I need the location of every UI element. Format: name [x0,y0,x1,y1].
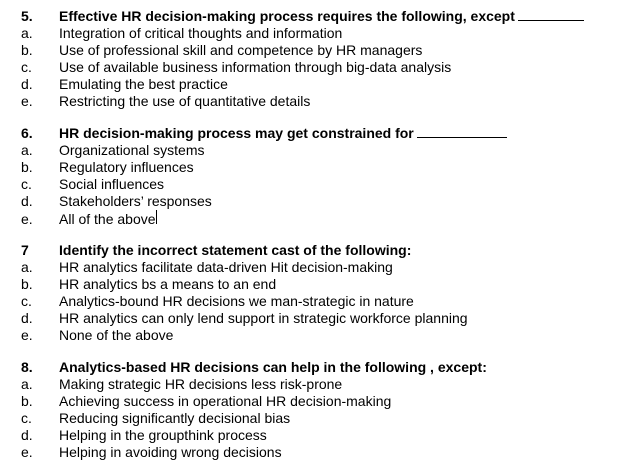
option-letter: e. [21,444,33,460]
option-e [0,327,643,344]
option-text: Helping in the groupthink process [59,427,267,443]
option-letter: a. [21,25,33,41]
option-b [0,42,643,59]
option-b [0,393,643,410]
option-e [0,444,643,461]
question-text: Effective HR decision-making process requires the following, except [59,8,515,24]
question-7 [0,242,643,344]
option-letter: b. [21,276,33,292]
option-letter: b. [21,159,33,175]
option-a [0,142,643,159]
option-letter: b. [21,42,33,58]
option-letter: a. [21,142,33,158]
option-letter: a. [21,376,33,392]
question-number: 8. [21,359,33,375]
question-text: Analytics-based HR decisions can help in the following , except: [59,359,487,375]
question-header [0,8,643,25]
option-text: HR analytics facilitate data-driven Hit decision-making [59,259,393,275]
option-text: All of the above [59,211,156,227]
option-letter: a. [21,259,33,275]
question-number: 7 [21,242,29,258]
option-letter: c. [21,176,32,192]
question-number: 5. [21,8,33,24]
option-letter: d. [21,427,33,443]
option-text: HR analytics bs a means to an end [59,276,277,292]
option-c [0,176,643,193]
option-c [0,293,643,310]
question-number: 6. [21,125,33,141]
option-letter: c. [21,59,32,75]
text-cursor [156,210,157,224]
option-letter: b. [21,393,33,409]
option-text: Making strategic HR decisions less risk-prone [59,376,343,392]
option-text: Use of professional skill and competence by HR managers [59,42,423,58]
option-text: Achieving success in operational HR decision-making [59,393,392,409]
option-text: Social influences [59,176,165,192]
answer-blank [518,8,584,21]
option-text: Stakeholders’ responses [59,193,212,209]
option-text: None of the above [59,327,174,343]
option-text: HR analytics can only lend support in strategic workforce planning [59,310,468,326]
option-letter: d. [21,310,33,326]
question-header [0,125,643,142]
question-6 [0,125,643,227]
option-c [0,410,643,427]
answer-blank [417,125,507,138]
option-d [0,310,643,327]
option-text: Organizational systems [59,142,205,158]
option-b [0,159,643,176]
option-letter: d. [21,76,33,92]
option-text: Use of available business information through big-data analysis [59,59,452,75]
option-text: Emulating the best practice [59,76,228,92]
option-letter: e. [21,93,33,109]
option-letter: c. [21,410,32,426]
option-letter: d. [21,193,33,209]
option-text: Analytics-bound HR decisions we man-strategic in nature [59,293,414,309]
option-text: Restricting the use of quantitative details [59,93,311,109]
question-8 [0,359,643,461]
option-text: Helping in avoiding wrong decisions [59,444,282,460]
question-text: HR decision-making process may get constrained for [59,125,414,141]
option-d [0,76,643,93]
option-a [0,259,643,276]
option-text: Regulatory influences [59,159,194,175]
option-a [0,25,643,42]
option-d [0,427,643,444]
option-e [0,210,643,227]
option-a [0,376,643,393]
option-text: Reducing significantly decisional bias [59,410,291,426]
question-text: Identify the incorrect statement cast of the following: [59,242,412,258]
option-b [0,276,643,293]
option-letter: e. [21,211,33,227]
question-5 [0,8,643,110]
option-c [0,59,643,76]
option-letter: e. [21,327,33,343]
option-letter: c. [21,293,32,309]
question-header [0,359,643,376]
option-d [0,193,643,210]
question-header [0,242,643,259]
option-text: Integration of critical thoughts and information [59,25,343,41]
option-e [0,93,643,110]
